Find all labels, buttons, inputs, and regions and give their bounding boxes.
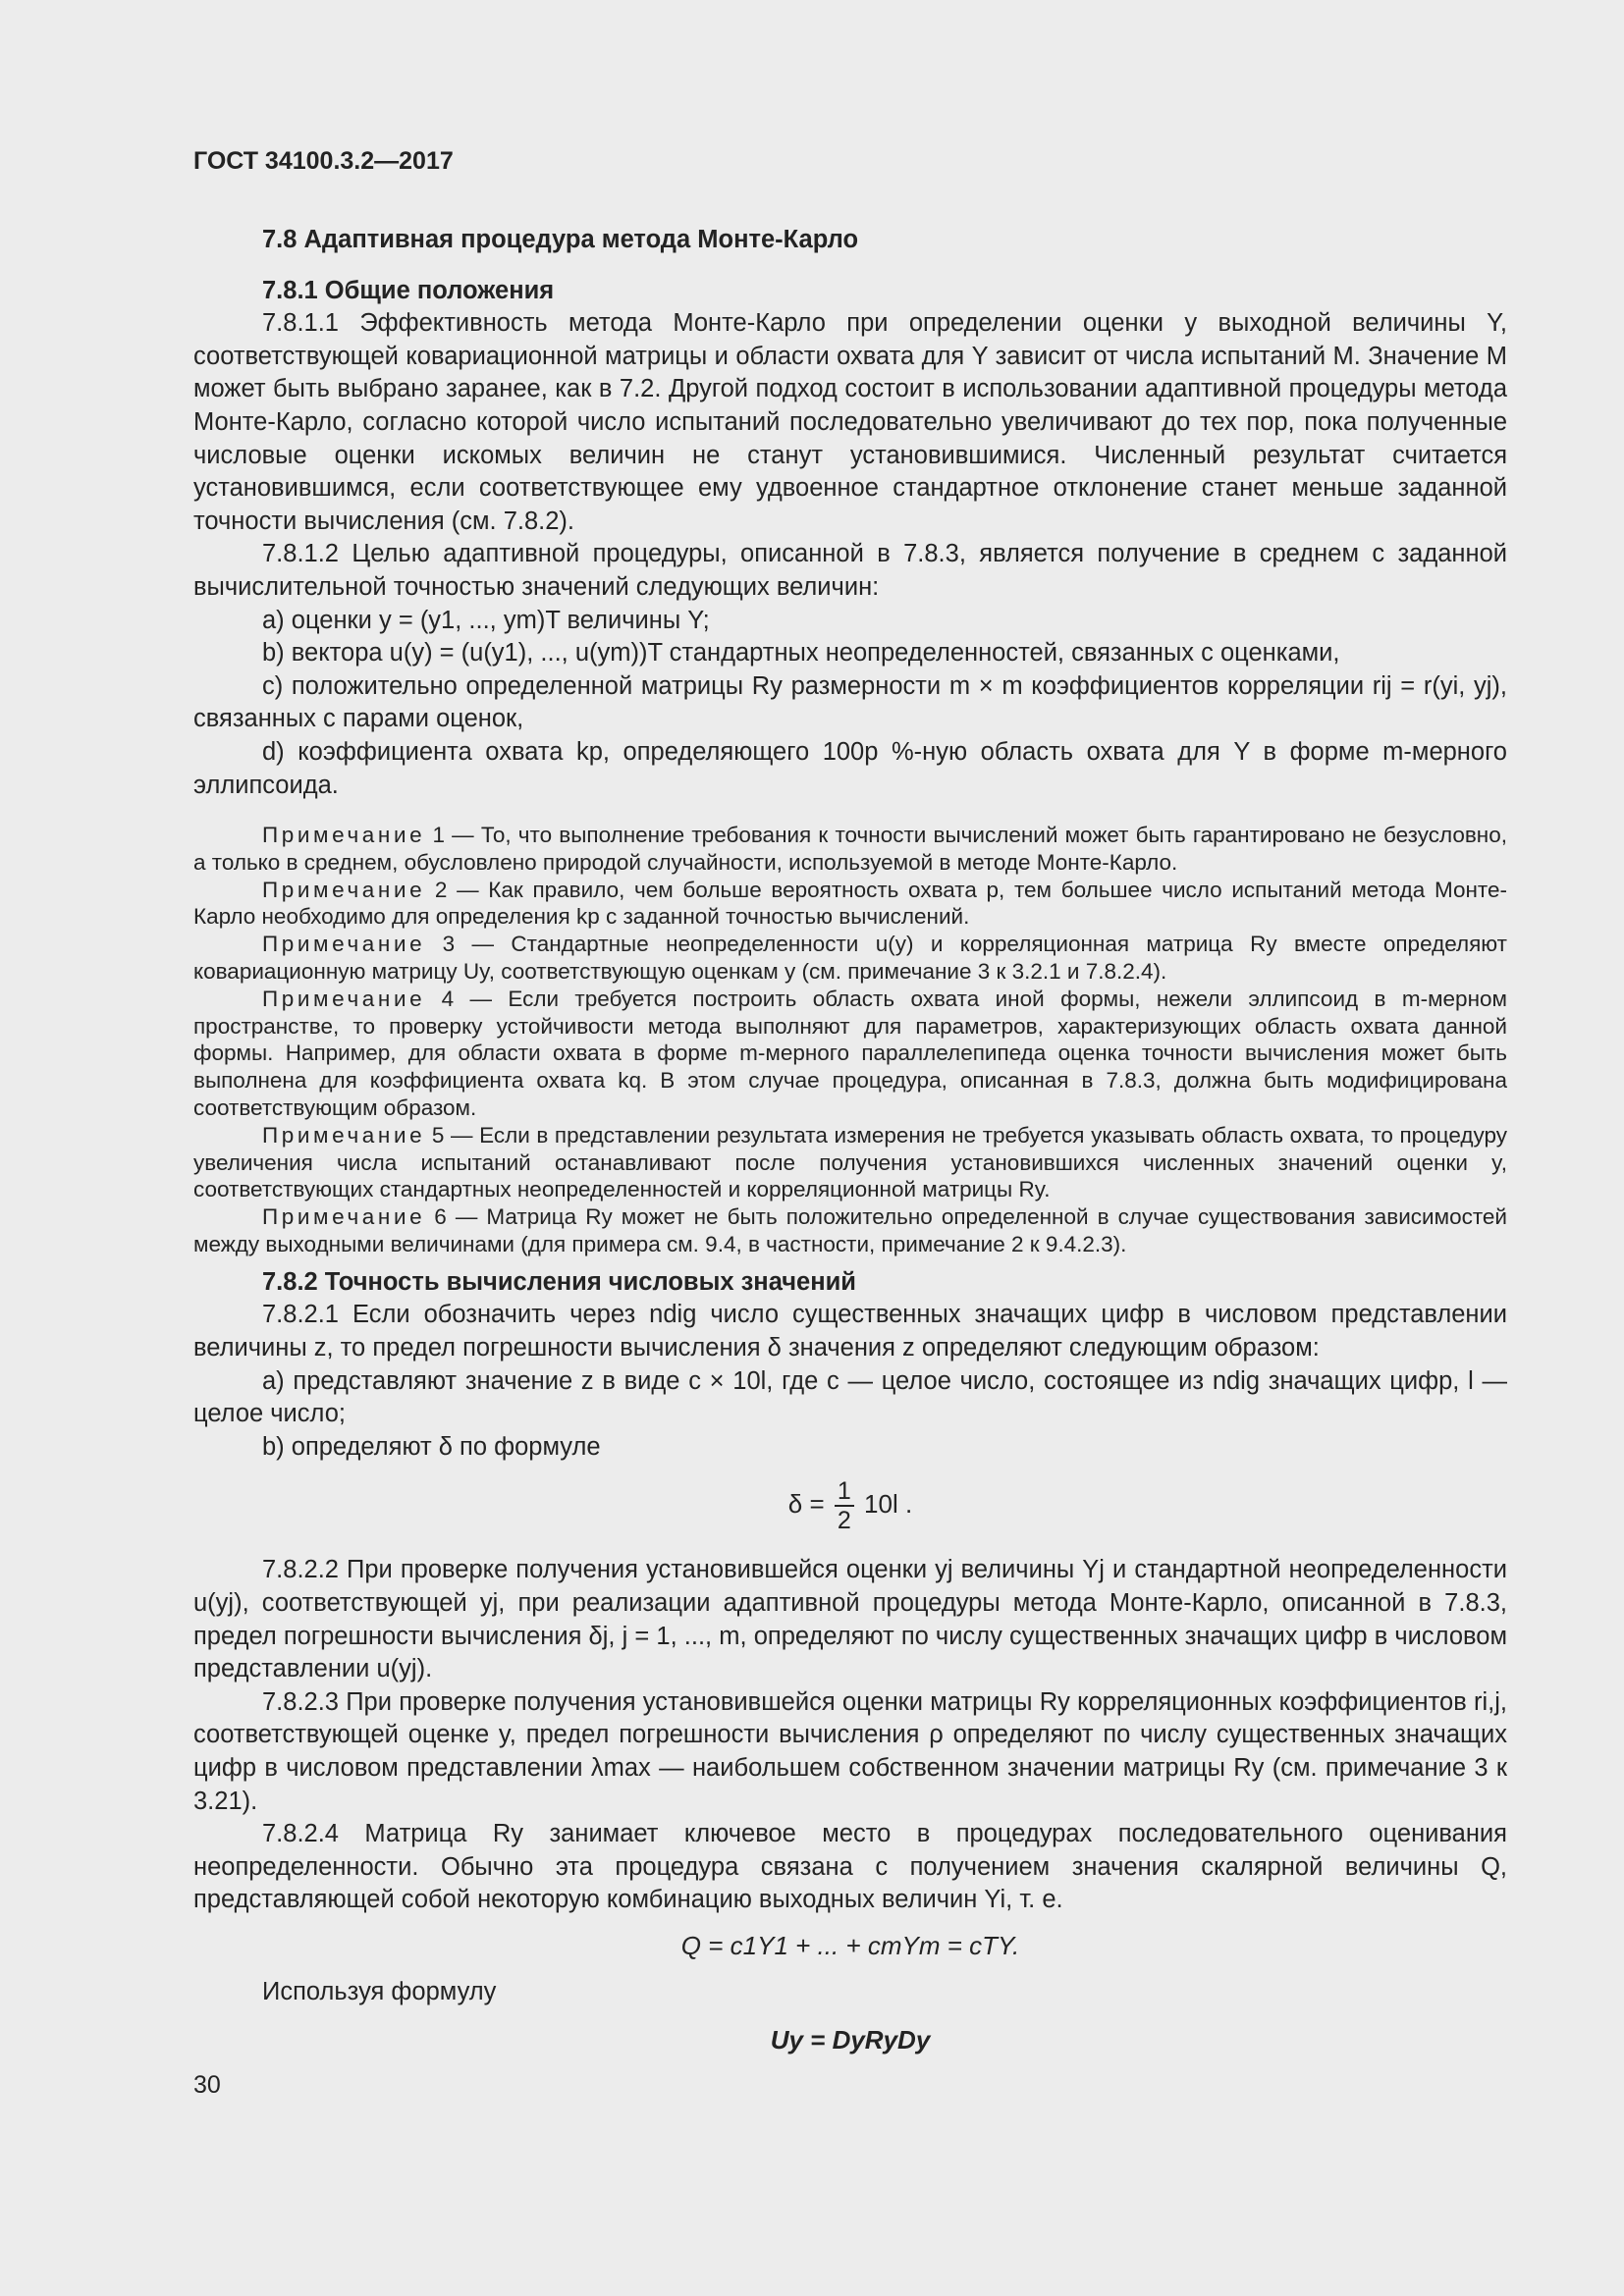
subsection-title-7-8-2: 7.8.2 Точность вычисления числовых значений — [262, 1267, 856, 1296]
note-2: Примечание 2 — Как правило, чем больше вероятность охвата p, тем большее число испытаний метода Монте-Карло необходимо для определения kp с заданной точностью вычислений. — [193, 877, 1507, 930]
note-3: Примечание 3 — Стандартные неопределенности u(y) и корреляционная матрица Ry вместе определяют ковариационную матрицу Uy, соответствующую оценкам y (см. примечание 3 к 3.2.1 и 7.8.2.4). — [193, 932, 1507, 985]
paragraph-7-8-2-4: 7.8.2.4 Матрица Ry занимает ключевое место в процедурах последовательного оценивания неопределенности. Обычно эта процедура связана с получением значения скалярной величины Q, представляющей собой некоторую комбинацию выходных величин Yi, т. е. — [193, 1820, 1507, 1914]
paragraph-7-8-2-1: 7.8.2.1 Если обозначить через ndig число существенных значащих цифр в числовом представлении величины z, то предел погрешности вычисления δ значения z определяют следующим образом: — [193, 1301, 1507, 1362]
fraction: $\frac{1}{2}$ — [835, 1477, 854, 1534]
list-item-a: a) оценки y = (y1, ..., ym)T величины Y; — [262, 606, 710, 634]
page-content — [193, 224, 1507, 2070]
list-item-d: d) коэффициента охвата kp, определяющего 100p %-ную область охвата для Y в форме m-мерного эллипсоида. — [193, 737, 1507, 799]
formula-u: Uy = DyRyDy — [770, 2024, 931, 2055]
note-label: Примечание — [262, 877, 426, 902]
formula-delta: δ = $\frac{1}{2}$ 10l . — [787, 1477, 913, 1535]
note-label: Примечание — [262, 1204, 426, 1230]
note-1: Примечание 1 — То, что выполнение требования к точности вычислений может быть гарантировано не безусловно, а только в среднем, обусловлено природой случайности, используемой в методе Монте-Карло. — [193, 823, 1507, 875]
note-label: Примечание — [262, 1122, 426, 1148]
paragraph-7-8-1-1: 7.8.1.1 Эффективность метода Монте-Карло при определении оценки y выходной величины Y, соответствующей ковариационной матрицы и области охвата для Y зависит от числа испытаний M. Значение M может быть выбрано заранее, как в 7.2. Другой подход состоит в использовании адаптивной процедуры метода Монте-Карло, согласно которой число испытаний последовательно увеличивают до тех пор, пока полученные числовые оценки искомых величин не станут установившимися. Численный результат считается установившимся, если соответствующее ему удвоенное стандартное отклонение станет меньше заданной точности вычисления (см. 7.8.2). — [193, 309, 1507, 535]
note-6: Примечание 6 — Матрица Ry может не быть положительно определенной в случае существования зависимостей между выходными величинами (для примера см. 9.4, в частности, примечание 2 к 9.4.2.3). — [193, 1204, 1507, 1257]
note-5: Примечание 5 — Если в представлении результата измерения не требуется указывать область охвата, то процедуру увеличения числа испытаний останавливают после получения установившихся численных значений оценки y, соответствующих стандартных неопределенностей и корреляционной матрицы Ry. — [193, 1122, 1507, 1202]
notes-block — [193, 822, 1507, 1258]
paragraph-using: Используя формулу — [262, 1977, 497, 2005]
list-item-c: c) положительно определенной матрицы Ry размерности m × m коэффициентов корреляции rij = r(yi, yj), связанных с парами оценок, — [193, 671, 1507, 733]
formula-q: Q = c1Y1 + ... + cmYm = cTY. — [680, 1930, 1020, 1960]
subsection-title-7-8-1: 7.8.1 Общие положения — [262, 276, 555, 304]
paragraph-7-8-1-2: 7.8.1.2 Целью адаптивной процедуры, описанной в 7.8.3, является получение в среднем с заданной вычислительной точностью значений следующих величин: — [193, 540, 1507, 601]
page-number: 30 — [193, 2071, 221, 2099]
list-item-b: b) вектора u(y) = (u(y1), ..., u(ym))T стандартных неопределенностей, связанных с оценками, — [262, 639, 1340, 667]
note-label: Примечание — [262, 986, 426, 1011]
note-label: Примечание — [262, 932, 426, 957]
page-header: ГОСТ 34100.3.2—2017 — [193, 147, 454, 175]
list-item-2a: a) представляют значение z в виде c × 10l, где c — целое число, состоящее из ndig значащих цифр, l — целое число; — [193, 1366, 1507, 1428]
note-label: Примечание — [262, 823, 426, 848]
paragraph-7-8-2-2: 7.8.2.2 При проверке получения установившейся оценки yj величины Yj и стандартной неопределенности u(yj), соответствующей yj, при реализации адаптивной процедуры метода Монте-Карло, описанной в 7.8.3, предел погрешности вычисления δj, j = 1, ..., m, определяют по числу существенных значащих цифр в числовом представлении u(yj). — [193, 1556, 1507, 1683]
note-4: Примечание 4 — Если требуется построить область охвата иной формы, нежели эллипсоид в m-мерном пространстве, то проверку устойчивости метода выполняют для параметров, характеризующих область охвата данной формы. Например, для области охвата в форме m-мерного параллелепипеда оценка точности вычисления может быть выполнена для коэффициента охвата kq. В этом случае процедура, описанная в 7.8.3, должна быть модифицирована соответствующим образом. — [193, 986, 1507, 1121]
paragraph-7-8-2-3: 7.8.2.3 При проверке получения установившейся оценки матрицы Ry корреляционных коэффициентов ri,j, соответствующей оценке y, предел погрешности вычисления ρ определяют по числу существенных значащих цифр в числовом представлении λmax — наибольшем собственном значении матрицы Ry (см. примечание 3 к 3.21). — [193, 1687, 1507, 1815]
list-item-2b: b) определяют δ по формуле — [262, 1432, 601, 1461]
section-title: 7.8 Адаптивная процедура метода Монте-Карло — [262, 226, 859, 253]
